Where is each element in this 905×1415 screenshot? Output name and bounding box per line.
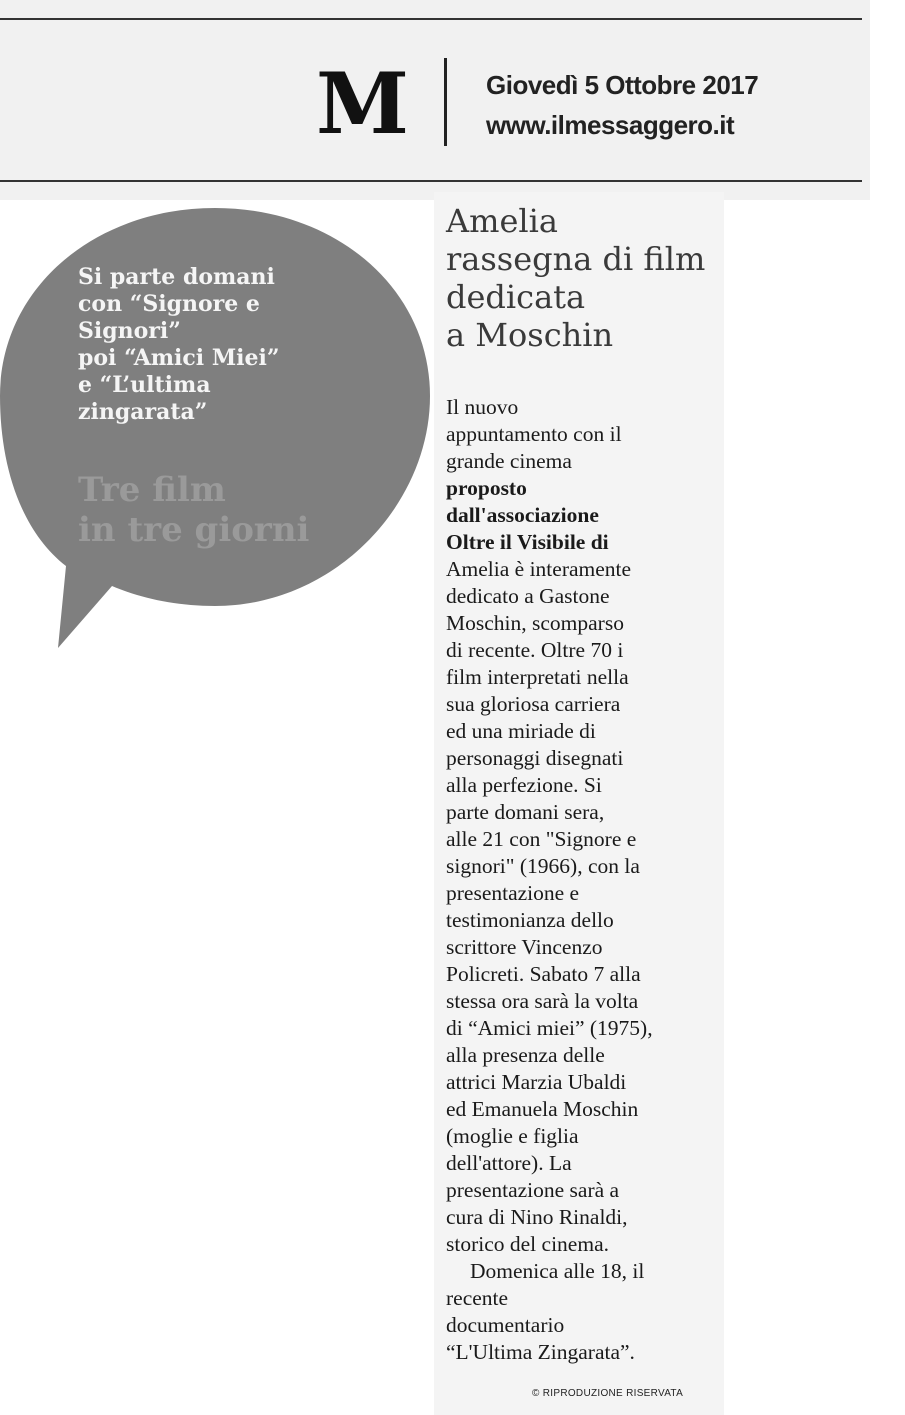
body-line: Moschin, scomparso (446, 611, 624, 635)
article-headline (446, 202, 726, 354)
body-line: dall'associazione (446, 503, 599, 527)
body-line: dedicato a Gastone (446, 584, 610, 608)
body-line: documentario (446, 1313, 565, 1337)
body-line: testimonianza dello (446, 908, 614, 932)
top-rule (0, 18, 862, 20)
body-line: ed Emanuela Moschin (446, 1097, 639, 1121)
headline-line: rassegna di film (446, 240, 706, 278)
copyright-notice: © RIPRODUZIONE RISERVATA (532, 1388, 684, 1399)
body-line: Policreti. Sabato 7 alla (446, 962, 641, 986)
body-line: proposto (446, 476, 527, 500)
masthead-divider (444, 58, 447, 146)
body-line: Il nuovo (446, 395, 519, 419)
body-line: di recente. Oltre 70 i (446, 638, 624, 662)
bubble-teaser-line: Signori” (78, 318, 181, 344)
body-line: grande cinema (446, 449, 572, 473)
body-line: alla presenza delle (446, 1043, 605, 1067)
body-line: cura di Nino Rinaldi, (446, 1205, 628, 1229)
body-line: ed una miriade di (446, 719, 596, 743)
body-line: film interpretati nella (446, 665, 629, 689)
body-line: dell'attore). La (446, 1151, 572, 1175)
body-line: Domenica alle 18, il (470, 1259, 645, 1283)
body-line: “L'Ultima Zingarata”. (446, 1340, 635, 1364)
body-line: alla perfezione. Si (446, 773, 602, 797)
bubble-teaser-line: zingarata” (78, 399, 208, 425)
bubble-teaser (78, 264, 398, 426)
article-body (446, 394, 726, 1366)
bubble-title-line: in tre giorni (78, 510, 310, 550)
body-line: parte domani sera, (446, 800, 605, 824)
website-url: www.ilmessaggero.it (486, 110, 735, 140)
headline-line: a Moschin (446, 316, 614, 354)
bubble-teaser-line: con “Signore e (78, 291, 260, 317)
headline-line: Amelia (446, 202, 558, 240)
body-line: storico del cinema. (446, 1232, 609, 1256)
headline-line: dedicata (446, 278, 586, 316)
bubble-teaser-line: Si parte domani (78, 264, 275, 290)
body-line: stessa ora sarà la volta (446, 989, 639, 1013)
bubble-teaser-line: poi “Amici Miei” (78, 345, 280, 371)
body-line: scrittore Vincenzo (446, 935, 603, 959)
body-line: recente (446, 1286, 509, 1310)
body-line: Oltre il Visibile di (446, 530, 609, 554)
bottom-rule (0, 180, 862, 182)
body-line: di “Amici miei” (1975), (446, 1016, 653, 1040)
body-line: alle 21 con "Signore e (446, 827, 637, 851)
body-line: presentazione sarà a (446, 1178, 620, 1202)
newspaper-logo: M (316, 54, 403, 153)
body-line: presentazione e (446, 881, 580, 905)
body-line: sua gloriosa carriera (446, 692, 621, 716)
body-line: personaggi disegnati (446, 746, 624, 770)
bubble-title-line: Tre film (78, 470, 226, 510)
publication-date: Giovedì 5 Ottobre 2017 (486, 70, 759, 100)
body-line: attrici Marzia Ubaldi (446, 1070, 627, 1094)
bubble-title (78, 470, 408, 550)
bubble-teaser-line: e “L’ultima (78, 372, 211, 398)
body-line: appuntamento con il (446, 422, 622, 446)
body-line: (moglie e figlia (446, 1124, 579, 1148)
body-line: Amelia è interamente (446, 557, 632, 581)
body-line: signori" (1966), con la (446, 854, 640, 878)
